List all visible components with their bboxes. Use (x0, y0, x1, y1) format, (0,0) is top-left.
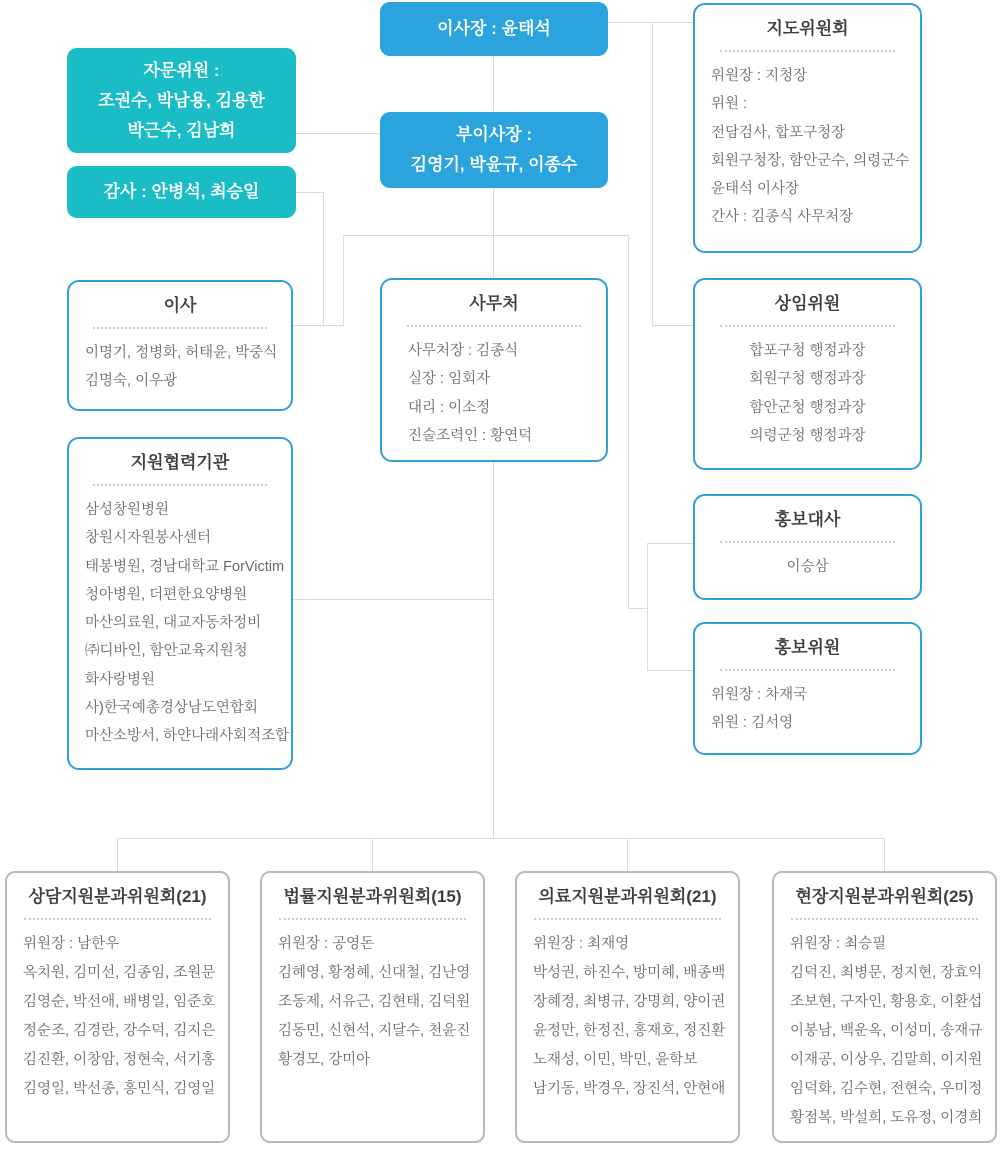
box-content (517, 927, 738, 1104)
text-line: 위원장 : 남한우 (23, 936, 120, 952)
box-title: 홍보대사 (774, 510, 841, 529)
text-line: 김진환, 이창암, 정현숙, 서기홍 (23, 1052, 216, 1068)
text-line: 김영일, 박선종, 홍민식, 김영일 (23, 1081, 216, 1097)
box-content (7, 927, 228, 1104)
text-line: 마산의료원, 대교자동차정비 (85, 615, 262, 632)
text-line: 김영기, 박윤규, 이종수 (410, 155, 578, 174)
text-line: 회원구청 행정과장 (749, 371, 866, 388)
box-title: 상임위원 (774, 294, 841, 313)
text-line: 김명숙, 이우광 (85, 373, 178, 390)
box-title: 지도위원회 (766, 19, 849, 38)
connector-line (493, 56, 494, 112)
connector-line (493, 188, 494, 278)
text-line: 황점복, 박설희, 도유정, 이경희 (790, 1110, 983, 1126)
chairman-box (380, 2, 608, 56)
text-line: 전담검사, 합포구청장 (711, 124, 846, 141)
text-line: 위원장 : 지청장 (711, 68, 808, 84)
text-line: 간사 : 김종식 사무처장 (711, 209, 854, 226)
text-line: 의령군청 행정과장 (749, 427, 866, 444)
text-line: 위원 : 김서영 (711, 715, 794, 732)
dotted-divider (720, 669, 896, 671)
connector-line (652, 325, 693, 326)
connector-line (296, 133, 380, 134)
text-line: 윤태석 이사장 (711, 181, 800, 198)
dotted-divider (720, 541, 896, 543)
text-line: 부이사장 : (455, 125, 533, 144)
box-title: 상담지원분과위원회(21) (28, 887, 207, 906)
box-title: 이사 (163, 296, 197, 315)
text-line: 임덕화, 김수현, 전현숙, 우미정 (790, 1081, 983, 1097)
connector-line (608, 22, 693, 23)
box-title: 법률지원분과위원회(15) (283, 887, 462, 906)
text-line: 남기동, 박경우, 장진석, 안현애 (533, 1081, 726, 1097)
text-line: 위원장 : 공영돈 (278, 936, 375, 952)
text-line: 이승삼 (786, 559, 829, 575)
text-line: 합포구청 행정과장 (749, 343, 866, 359)
legal-committee-box (260, 871, 485, 1143)
dotted-divider (93, 484, 266, 486)
text-line: 정순조, 김경란, 강수덕, 김지은 (23, 1023, 216, 1039)
chairman-label: 이사장 : 윤태석 (437, 19, 551, 38)
dotted-divider (720, 325, 896, 327)
connector-line (628, 608, 648, 609)
dotted-divider (407, 325, 582, 327)
connector-line (117, 838, 885, 839)
advisors-box (67, 48, 296, 153)
text-line: 박근수, 김남희 (127, 120, 236, 140)
box-content (695, 59, 920, 232)
box-title: 의료지원분과위원회(21) (538, 887, 717, 906)
text-line: 조보현, 구자인, 황용호, 이환섭 (790, 994, 983, 1010)
text-line: ㈜디바인, 함안교육지원청 (85, 643, 248, 660)
standing-members-box (693, 278, 922, 470)
text-line: 노재성, 이민, 박민, 윤학보 (533, 1052, 698, 1068)
text-line: 대리 : 이소정 (408, 399, 491, 416)
text-line: 위원 : (711, 96, 748, 113)
connector-line (296, 192, 323, 193)
text-line: 이명기, 정병화, 허태윤, 박중식 (85, 345, 278, 361)
text-line: 이봉남, 백운옥, 이성미, 송재규 (790, 1023, 983, 1039)
text-line: 마산소방서, 하얀나래사회적조합 (85, 728, 290, 745)
connector-line (372, 838, 373, 872)
text-line: 사)한국예총경상남도연합회 (85, 700, 258, 717)
text-line: 위원장 : 차재국 (711, 687, 808, 703)
partner-organizations-box (67, 437, 293, 770)
vice-chairman-box (380, 112, 608, 188)
connector-line (343, 235, 344, 326)
text-line: 이재공, 이상우, 김말희, 이지원 (790, 1052, 983, 1068)
pr-committee-box (693, 622, 922, 755)
dotted-divider (279, 918, 467, 920)
counseling-committee-box (5, 871, 230, 1143)
connector-line (293, 325, 344, 326)
box-content (695, 334, 920, 450)
dotted-divider (720, 50, 896, 52)
dotted-divider (791, 918, 979, 920)
connector-line (884, 838, 885, 872)
guidance-committee-box (693, 3, 922, 253)
connector-line (493, 460, 494, 839)
box-content (262, 927, 483, 1075)
box-content (69, 493, 291, 751)
box-content (382, 334, 606, 450)
text-line: 장혜정, 최병규, 강명희, 양이권 (533, 994, 726, 1010)
box-content (69, 336, 291, 396)
text-line: 자문위원 : (143, 60, 220, 80)
text-line: 위원장 : 최승필 (790, 936, 887, 952)
directors-box (67, 280, 293, 411)
connector-line (117, 838, 118, 872)
text-line: 김혜영, 황정혜, 신대철, 김난영 (278, 965, 471, 981)
text-line: 옥치원, 김미선, 김종임, 조원문 (23, 965, 216, 981)
auditors-box (67, 166, 296, 218)
text-line: 진술조력인 : 황연덕 (408, 427, 533, 444)
box-title: 현장지원분과위원회(25) (795, 887, 974, 906)
box-title: 사무처 (469, 294, 519, 313)
box-content (774, 927, 995, 1133)
text-line: 조권수, 박남용, 김용한 (98, 90, 265, 110)
text-line: 회원구청장, 함안군수, 의령군수 (711, 152, 910, 169)
text-line: 윤정만, 한정진, 홍재호, 정진환 (533, 1023, 726, 1039)
box-title: 지원협력기관 (130, 453, 230, 472)
connector-line (647, 670, 693, 671)
text-line: 함안군청 행정과장 (749, 399, 866, 416)
connector-line (652, 22, 653, 326)
text-line: 화사랑병원 (85, 671, 156, 688)
text-line: 김영순, 박선애, 배병일, 임준호 (23, 994, 216, 1010)
connector-line (293, 599, 494, 600)
box-content (695, 678, 920, 738)
pr-ambassador-box (693, 494, 922, 600)
text-line: 황경모, 강미아 (278, 1052, 371, 1068)
connector-line (627, 838, 628, 872)
secretariat-box (380, 278, 608, 462)
connector-line (628, 235, 629, 609)
text-line: 김동민, 신현석, 지달수, 천윤진 (278, 1023, 471, 1039)
field-committee-box (772, 871, 997, 1143)
connector-line (647, 543, 693, 544)
dotted-divider (93, 327, 266, 329)
text-line: 박성권, 하진수, 방미혜, 배종백 (533, 965, 726, 981)
dotted-divider (534, 918, 722, 920)
text-line: 태봉병원, 경남대학교 ForVictim (85, 558, 285, 575)
connector-line (647, 543, 648, 671)
connector-line (343, 235, 629, 236)
text-line: 삼성창원병원 (85, 502, 170, 518)
box-title: 홍보위원 (774, 638, 841, 657)
text-line: 청아병원, 더편한요양병원 (85, 586, 248, 603)
medical-committee-box (515, 871, 740, 1143)
text-line: 위원장 : 최재영 (533, 936, 630, 952)
text-line: 실장 : 임회자 (408, 371, 491, 388)
text-line: 창원시자원봉사센터 (85, 530, 212, 547)
dotted-divider (24, 918, 212, 920)
text-line: 사무처장 : 김종식 (408, 343, 519, 359)
text-line: 김덕진, 최병문, 정지현, 장효익 (790, 965, 983, 981)
connector-line (323, 192, 324, 326)
box-content (695, 550, 920, 581)
text-line: 조동제, 서유근, 김현태, 김덕원 (278, 994, 471, 1010)
text-line: 감사 : 안병석, 최승일 (103, 182, 260, 201)
